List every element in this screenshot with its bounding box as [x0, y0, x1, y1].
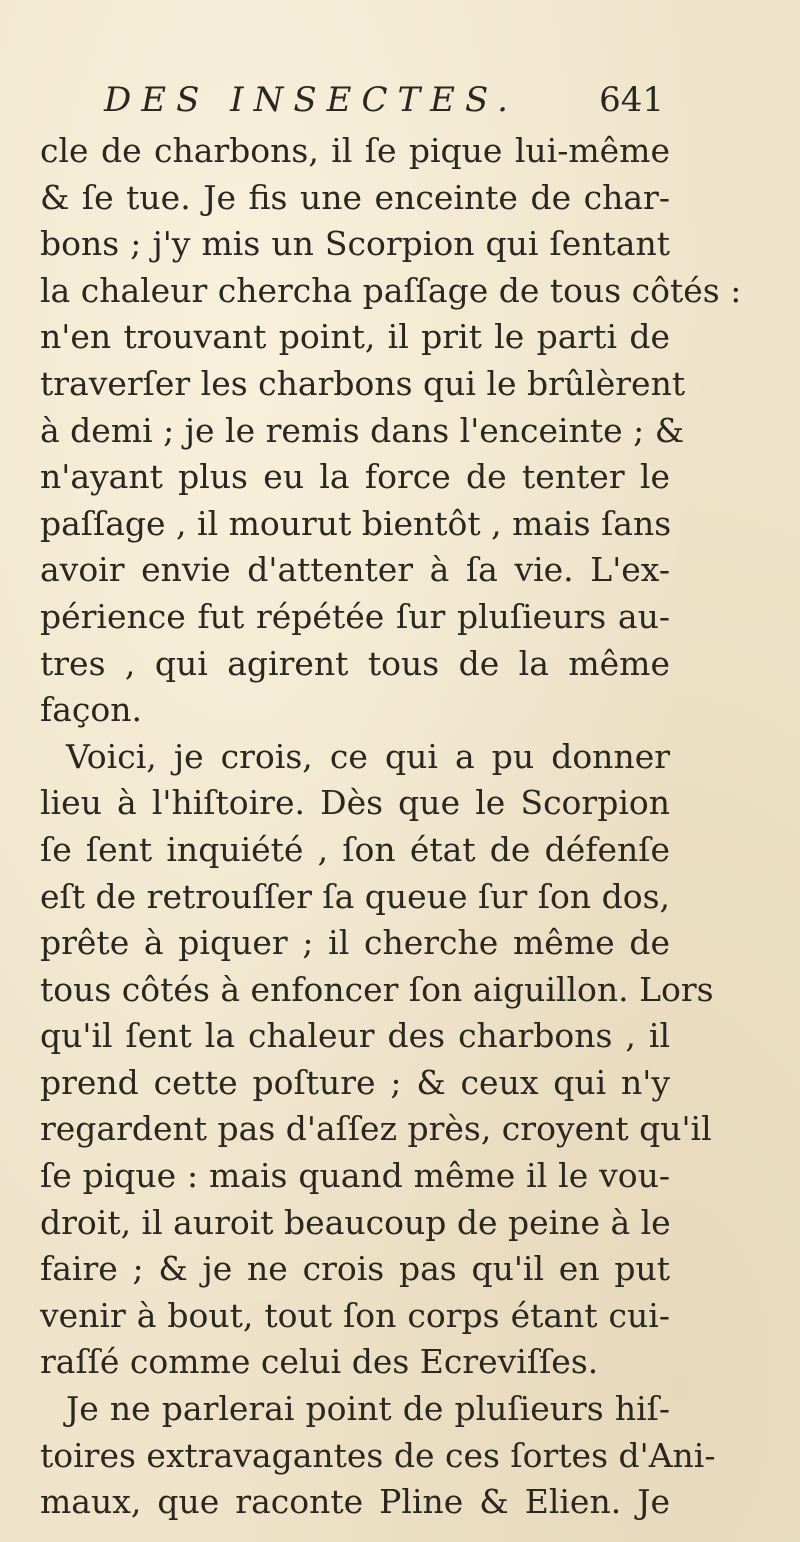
- text-line: raſſé comme celui des Ecreviſſes.: [40, 1342, 599, 1382]
- text-line: faire ; & je ne crois pas qu'il en put: [40, 1249, 670, 1289]
- text-line: Je ne parlerai point de pluſieurs hiſ-: [66, 1389, 670, 1429]
- text-line: la chaleur chercha paſſage de tous côtés :: [40, 270, 742, 310]
- text-line: ſe pique : mais quand même il le vou-: [40, 1156, 670, 1196]
- running-title: DES INSECTES.: [104, 80, 518, 120]
- text-line: tres , qui agirent tous de la même: [40, 643, 670, 683]
- text-line: & ſe tue. Je fis une enceinte de char-: [40, 177, 670, 217]
- text-line: prend cette poſture ; & ceux qui n'y: [40, 1062, 670, 1102]
- text-line: eſt de retrouſſer ſa queue ſur ſon dos,: [40, 876, 670, 916]
- running-header: [104, 72, 664, 128]
- text-line: avoir envie d'attenter à ſa vie. L'ex-: [40, 550, 670, 590]
- text-line: venir à bout, tout ſon corps étant cui-: [40, 1295, 670, 1335]
- text-line: regardent pas d'aſſez près, croyent qu'il: [40, 1109, 712, 1149]
- text-line: ſe ſent inquiété , ſon état de défenſe: [40, 829, 670, 869]
- text-line: droit, il auroit beaucoup de peine à le: [40, 1202, 671, 1242]
- text-line: maux, que raconte Pline & Elien. Je: [40, 1482, 670, 1522]
- text-line: traverſer les charbons qui le brûlèrent: [40, 363, 686, 403]
- text-line: prête à piquer ; il cherche même de: [40, 923, 670, 963]
- text-line: cle de charbons, il ſe pique lui-même: [40, 131, 670, 170]
- page-number: 641: [599, 80, 664, 120]
- text-line: tous côtés à enfoncer ſon aiguillon. Lors: [40, 969, 714, 1009]
- text-line: à demi ; je le remis dans l'enceinte ; &: [40, 410, 685, 450]
- text-line: paſſage , il mourut bientôt , mais ſans: [40, 503, 672, 543]
- text-line: bons ; j'y mis un Scorpion qui ſentant: [40, 224, 670, 264]
- text-line: toires extravagantes de ces ſortes d'Ani-: [40, 1435, 716, 1475]
- text-line: n'en trouvant point, il prit le parti de: [40, 317, 670, 357]
- body-text: [40, 128, 742, 1526]
- text-line: périence fut répétée ſur pluſieurs au-: [40, 596, 670, 636]
- text-line: Voici, je crois, ce qui a pu donner: [66, 736, 670, 776]
- text-line: n'ayant plus eu la force de tenter le: [40, 457, 670, 497]
- text-line: lieu à l'hiſtoire. Dès que le Scorpion: [40, 783, 670, 823]
- text-line: façon.: [40, 690, 142, 730]
- text-line: qu'il ſent la chaleur des charbons , il: [40, 1016, 670, 1056]
